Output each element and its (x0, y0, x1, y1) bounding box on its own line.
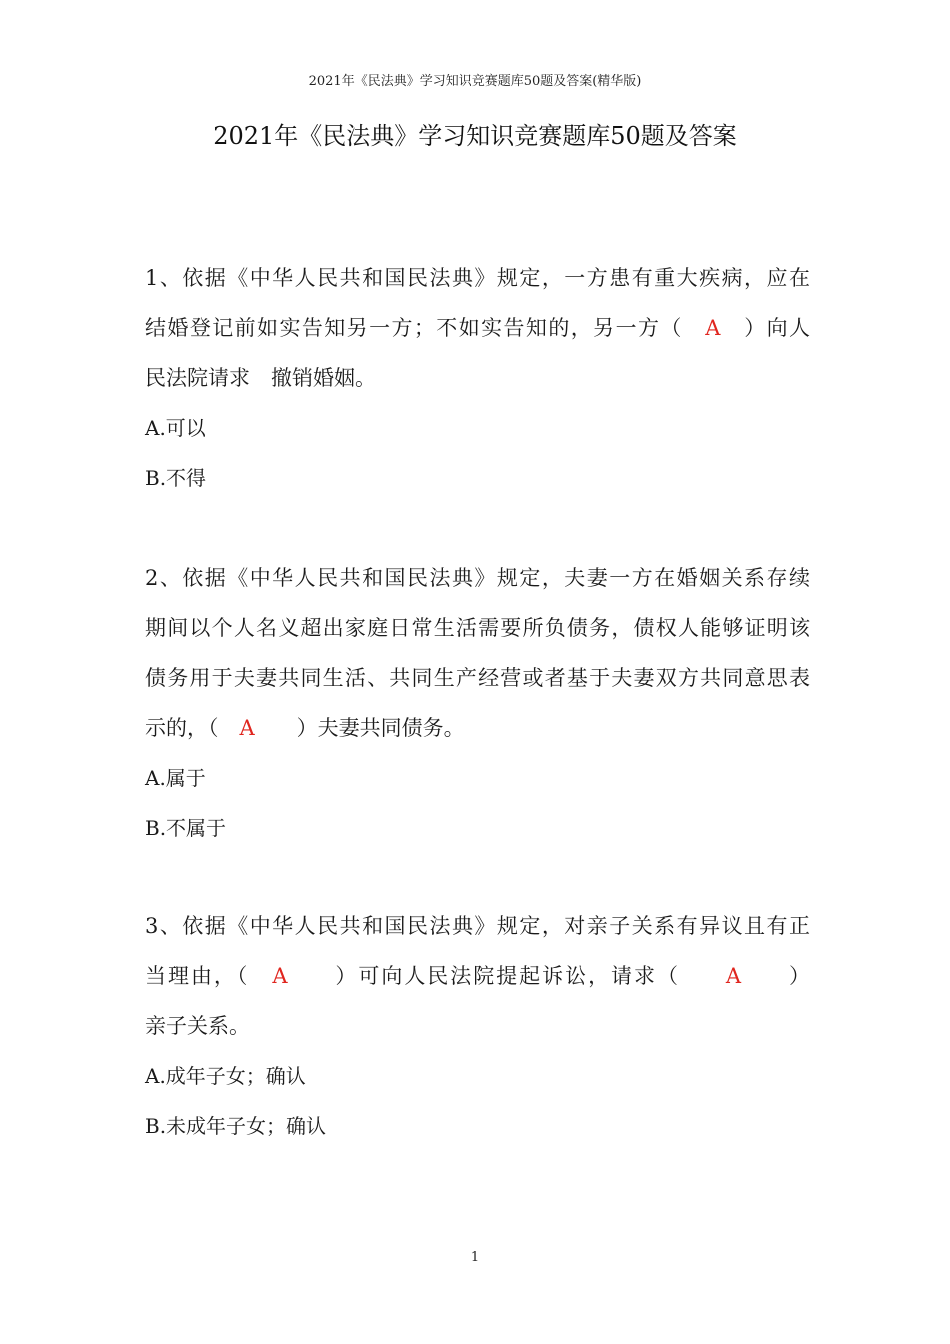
question-3-answer-1: A (272, 964, 288, 988)
question-2-line-3: 债务用于夫妻共同生活、共同生产经营或者基于夫妻双方共同意思表 (145, 666, 810, 690)
document-title: 2021年《民法典》学习知识竞赛题库50题及答案 (213, 122, 737, 150)
question-3-line-2 (145, 960, 810, 992)
question-2-option-b: B.不属于 (145, 816, 227, 840)
question-3-text-middle: ）可向人民法院提起诉讼，请求（ (287, 964, 726, 988)
page-number: 1 (470, 1250, 480, 1265)
question-3-option-a: A.成年子女；确认 (145, 1064, 306, 1088)
question-3-line-1: 3、依据《中华人民共和国民法典》规定，对亲子关系有异议且有正 (145, 914, 810, 938)
question-1-line-3: 民法院请求 撤销婚姻。 (145, 366, 376, 390)
question-1-option-b: B.不得 (145, 466, 207, 490)
running-header: 2021年《民法典》学习知识竞赛题库50题及答案(精华版) (308, 74, 642, 89)
question-3-text-before-answer: 当理由，（ (145, 964, 273, 988)
question-1-text-before-answer: 结婚登记前如实告知另一方；不如实告知的，另一方（ (145, 316, 706, 340)
question-1-option-a: A.可以 (145, 416, 206, 440)
question-2-answer: A (239, 716, 255, 740)
question-1-text-after-answer: ）向人 (720, 316, 811, 340)
question-2-text-before-answer: 示的，（ (145, 716, 240, 740)
question-1-answer: A (705, 316, 721, 340)
question-3-option-b: B.未成年子女；确认 (145, 1114, 327, 1138)
question-1-line-1: 1、依据《中华人民共和国民法典》规定，一方患有重大疾病，应在 (145, 266, 810, 290)
question-3-text-after-answer: ） (741, 964, 811, 988)
question-3-line-3: 亲子关系。 (145, 1014, 250, 1038)
question-2-option-a: A.属于 (145, 766, 206, 790)
question-2-line-1: 2、依据《中华人民共和国民法典》规定，夫妻一方在婚姻关系存续 (145, 566, 810, 590)
question-1-line-2 (145, 312, 810, 344)
question-3-answer-2: A (725, 964, 742, 988)
question-2-text-after-answer: ）夫妻共同债务。 (254, 716, 465, 740)
question-2-line-2: 期间以个人名义超出家庭日常生活需要所负债务，债权人能够证明该 (145, 616, 810, 640)
question-2-line-4 (145, 712, 465, 744)
